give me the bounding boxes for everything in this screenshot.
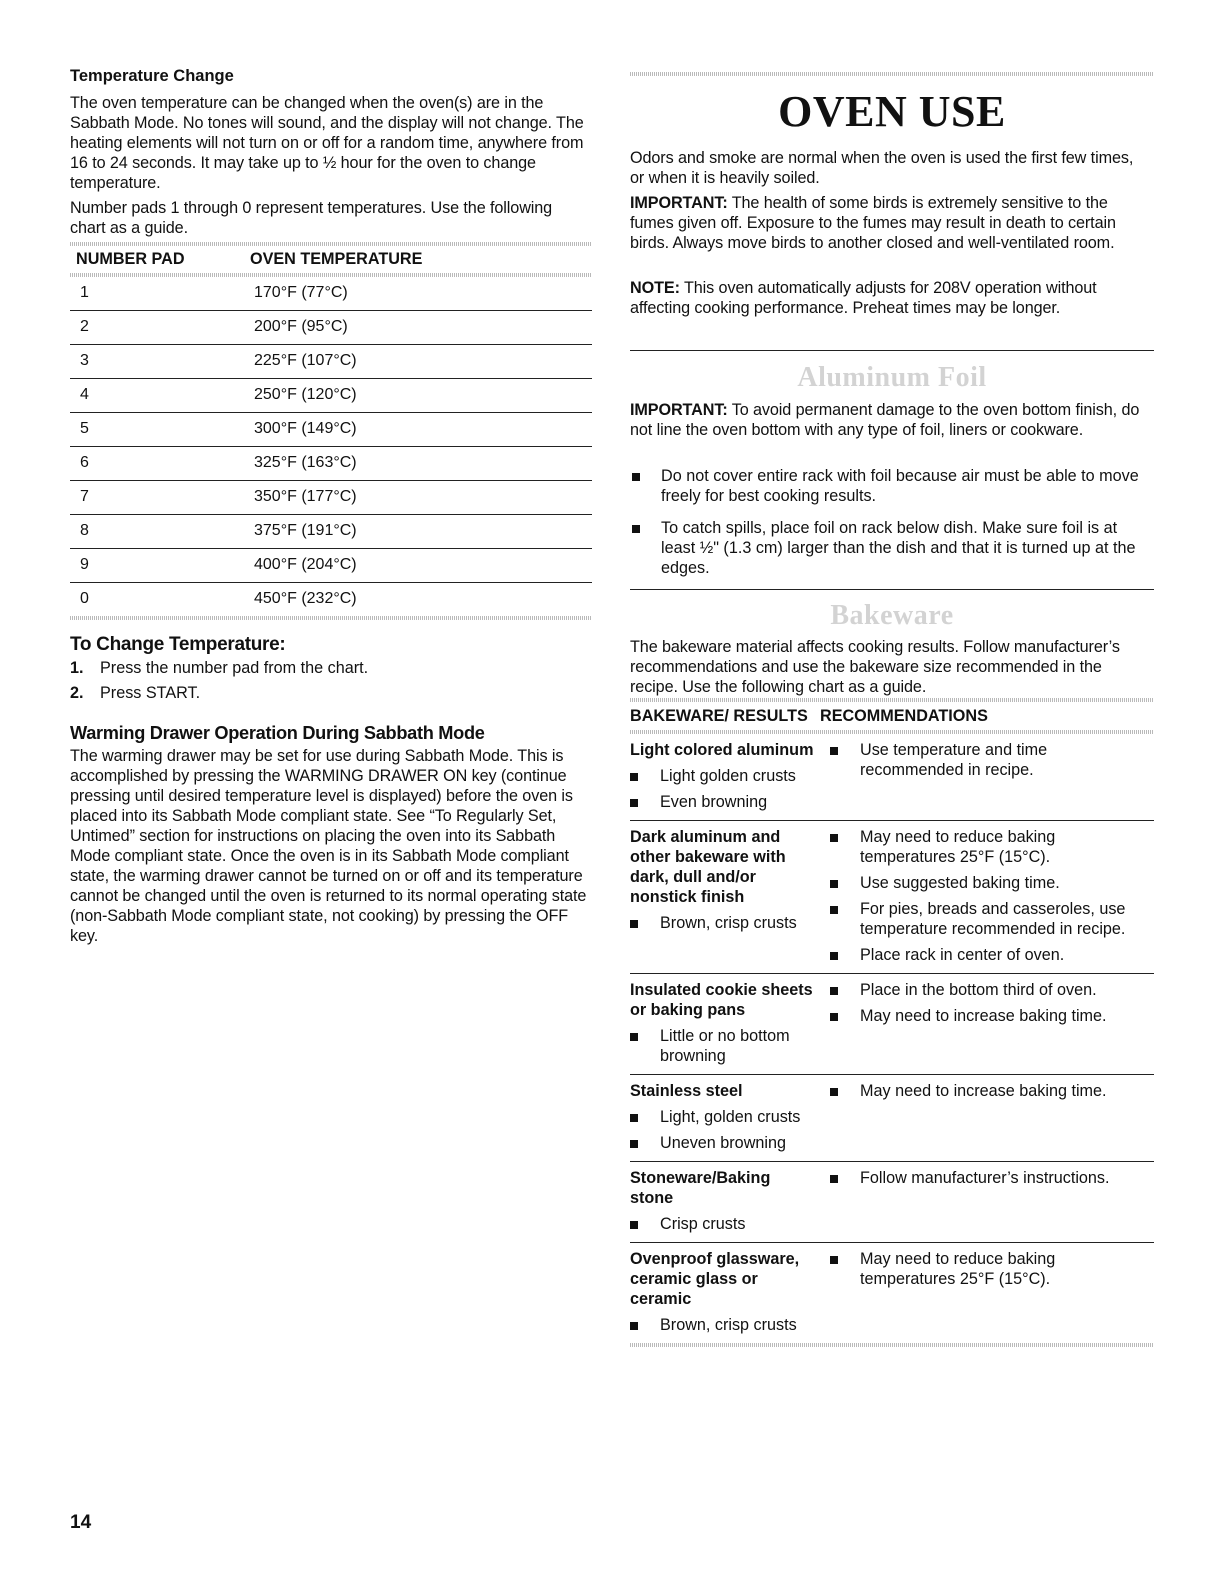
aluminum-foil-heading: Aluminum Foil [797, 362, 987, 393]
table-row [70, 549, 592, 583]
bullet-text: Place rack in center of oven. [860, 946, 1065, 964]
step-number: 1. [70, 659, 84, 677]
foil-bullet [630, 466, 1154, 506]
bakeware-cell [630, 980, 830, 1066]
result-item [630, 913, 820, 933]
table-row [630, 1243, 1154, 1343]
table-row [70, 311, 592, 345]
header-oven-temperature: OVEN TEMPERATURE [250, 250, 423, 268]
recommendation-item [830, 945, 1154, 965]
recommendation-item [830, 1006, 1154, 1026]
bullet-text: Follow manufacturer’s instructions. [860, 1169, 1110, 1187]
bullet-square-icon [830, 1081, 860, 1101]
oven-temperature-cell: 250°F (120°C) [254, 386, 357, 403]
note-text: This oven automatically adjusts for 208V operation without affecting cooking performance. Preheat times may be longer. [630, 279, 1097, 317]
table-bottom-rule [70, 616, 592, 620]
bullet-square-icon [630, 766, 660, 786]
result-item [630, 1214, 820, 1234]
bullet-text: To catch spills, place foil on rack below dish. Make sure foil is at least ½" (1.3 cm) larger than the dish and that it is turned up at the edges. [661, 519, 1136, 577]
bakeware-name: Light colored aluminum [630, 741, 814, 759]
bakeware-name: Ovenproof glassware, ceramic glass or ceramic [630, 1250, 800, 1308]
result-item [630, 1026, 820, 1066]
important-text: To avoid permanent damage to the oven bottom finish, do not line the oven bottom with any type of foil, liners or cookware. [630, 401, 1140, 439]
result-item [630, 1315, 820, 1335]
oven-temperature-cell: 170°F (77°C) [254, 284, 348, 301]
list-item [70, 681, 590, 706]
oven-temperature-cell: 350°F (177°C) [254, 488, 357, 505]
bullet-square-icon [630, 518, 661, 578]
step-text: Press START. [100, 684, 201, 702]
bullet-square-icon [830, 1249, 860, 1289]
section-divider [630, 350, 1154, 351]
number-pad-cell: 6 [80, 454, 89, 471]
bakeware-cell [630, 1081, 830, 1153]
bakeware-table [630, 698, 1154, 1347]
bullet-text: Uneven browning [660, 1134, 786, 1152]
page-title: OVEN USE [778, 87, 1006, 136]
bullet-text: Brown, crisp crusts [660, 914, 797, 932]
table-row [630, 1075, 1154, 1162]
recommendation-item [830, 980, 1154, 1000]
table-row [70, 515, 592, 549]
bullet-square-icon [830, 873, 860, 893]
bullet-square-icon [830, 1168, 860, 1188]
bullet-text: Use temperature and time recommended in recipe. [860, 741, 1048, 779]
table-bottom-rule [630, 1343, 1154, 1347]
result-item [630, 1107, 820, 1127]
recommendation-item [830, 1168, 1154, 1188]
bullet-square-icon [630, 466, 661, 506]
bullet-square-icon [630, 1315, 660, 1335]
recommendations-cell [830, 1249, 1154, 1335]
bullet-text: May need to reduce baking temperatures 25°F (15°C). [860, 1250, 1056, 1288]
table-row [70, 481, 592, 515]
bullet-square-icon [630, 1107, 660, 1127]
oven-temperature-cell: 450°F (232°C) [254, 590, 357, 607]
recommendation-item [830, 740, 1154, 780]
table-row [630, 734, 1154, 821]
bullet-square-icon [830, 740, 860, 780]
number-pad-cell: 3 [80, 352, 89, 369]
table-row [630, 821, 1154, 974]
recommendations-cell [830, 980, 1154, 1066]
bakeware-cell [630, 827, 830, 965]
step-text: Press the number pad from the chart. [100, 659, 369, 677]
bullet-text: Crisp crusts [660, 1215, 746, 1233]
bakeware-cell [630, 1249, 830, 1335]
important-label: IMPORTANT: [630, 194, 728, 212]
table-row [630, 974, 1154, 1075]
bakeware-name: Stainless steel [630, 1082, 743, 1100]
bullet-text: Even browning [660, 793, 768, 811]
number-pad-cell: 7 [80, 488, 89, 505]
number-pad-cell: 8 [80, 522, 89, 539]
table-row [70, 413, 592, 447]
oven-temperature-cell: 300°F (149°C) [254, 420, 357, 437]
recommendations-cell [830, 740, 1154, 812]
recommendation-item [830, 1249, 1154, 1289]
warming-drawer-para: The warming drawer may be set for use during Sabbath Mode. This is accomplished by pressing the WARMING DRAWER ON key (continue pressing until desired temperature level is displayed) before the oven is placed into its Sabbath Mode compliant state. See “To Regularly Set, Untimed” section for instructions on placing the oven into its Sabbath Mode compliant state. Once the oven is in its Sabbath Mode compliant state, the warming drawer cannot be turned on or off and its temperature cannot be changed until the oven is returned to its normal operating state (non-Sabbath Mode compliant state, not cooking) by pressing the OFF key. [70, 747, 587, 945]
bullet-text: Little or no bottom browning [660, 1027, 790, 1065]
bullet-text: Brown, crisp crusts [660, 1316, 797, 1334]
bullet-square-icon [830, 899, 860, 939]
foil-important [630, 400, 1150, 440]
list-item [70, 656, 590, 681]
change-temperature-steps [70, 656, 590, 706]
table-header [70, 246, 592, 273]
table-body [630, 734, 1154, 1343]
table-row [70, 345, 592, 379]
important-text: The health of some birds is extremely sensitive to the fumes given off. Exposure to the fumes may result in death to certain birds. Always move birds to another closed and well-ventilated room. [630, 194, 1116, 252]
oven-temperature-cell: 325°F (163°C) [254, 454, 357, 471]
bullet-text: Light golden crusts [660, 767, 796, 785]
result-item [630, 792, 820, 812]
bakeware-heading: Bakeware [830, 600, 954, 631]
bullet-square-icon [630, 1133, 660, 1153]
table-row [70, 447, 592, 481]
recommendations-cell [830, 827, 1154, 965]
bullet-text: May need to increase baking time. [860, 1082, 1107, 1100]
temperature-change-para: The oven temperature can be changed when the oven(s) are in the Sabbath Mode. No tones will sound, and the display will not change. The heating elements will not turn on or off for a random time, anywhere from 16 to 24 seconds. It may take up to ½ hour for the oven to change temperature. [70, 94, 584, 192]
bakeware-cell [630, 740, 830, 812]
title-top-rule [630, 72, 1154, 76]
result-item [630, 766, 820, 786]
step-number: 2. [70, 684, 84, 702]
oven-temperature-cell: 225°F (107°C) [254, 352, 357, 369]
bullet-square-icon [830, 1006, 860, 1026]
change-temperature-heading: To Change Temperature: [70, 634, 286, 655]
recommendation-item [830, 899, 1154, 939]
number-pad-cell: 1 [80, 284, 89, 301]
important-label: IMPORTANT: [630, 401, 728, 419]
bullet-text: Use suggested baking time. [860, 874, 1060, 892]
result-item [630, 1133, 820, 1153]
bullet-square-icon [830, 827, 860, 867]
number-pad-cell: 2 [80, 318, 89, 335]
recommendation-item [830, 827, 1154, 867]
oven-temperature-cell: 375°F (191°C) [254, 522, 357, 539]
bullet-text: Place in the bottom third of oven. [860, 981, 1097, 999]
header-bakeware-results: BAKEWARE/ RESULTS [630, 707, 808, 725]
oven-use-note [630, 278, 1150, 318]
oven-use-important [630, 193, 1150, 253]
header-recommendations: RECOMMENDATIONS [820, 707, 988, 725]
recommendation-item [830, 873, 1154, 893]
temperature-table [70, 242, 592, 620]
bullet-text: Do not cover entire rack with foil because air must be able to move freely for best cooking results. [661, 467, 1139, 505]
header-number-pad: NUMBER PAD [76, 250, 185, 268]
bullet-square-icon [630, 792, 660, 812]
warming-drawer-heading: Warming Drawer Operation During Sabbath Mode [70, 723, 485, 743]
foil-bullet [630, 518, 1154, 578]
recommendations-cell [830, 1168, 1154, 1234]
bakeware-name: Stoneware/Baking stone [630, 1169, 771, 1207]
number-pad-cell: 9 [80, 556, 89, 573]
table-row [630, 1162, 1154, 1243]
bullet-text: May need to reduce baking temperatures 25°F (15°C). [860, 828, 1056, 866]
number-pad-cell: 5 [80, 420, 89, 437]
recommendations-cell [830, 1081, 1154, 1153]
bullet-text: May need to increase baking time. [860, 1007, 1107, 1025]
section-divider [630, 589, 1154, 590]
temperature-guide-para: Number pads 1 through 0 represent temperatures. Use the following chart as a guide. [70, 199, 553, 237]
bullet-square-icon [830, 980, 860, 1000]
table-row [70, 277, 592, 311]
temperature-change-heading: Temperature Change [70, 67, 234, 85]
oven-temperature-cell: 200°F (95°C) [254, 318, 348, 335]
table-row [70, 583, 592, 616]
bullet-square-icon [630, 913, 660, 933]
bakeware-name: Dark aluminum and other bakeware with dark, dull and/or nonstick finish [630, 828, 786, 906]
bullet-text: For pies, breads and casseroles, use temperature recommended in recipe. [860, 900, 1126, 938]
table-row [70, 379, 592, 413]
number-pad-cell: 4 [80, 386, 89, 403]
oven-use-intro: Odors and smoke are normal when the oven is used the first few times, or when it is heavily soiled. [630, 149, 1134, 187]
bullet-square-icon [830, 945, 860, 965]
bullet-square-icon [630, 1214, 660, 1234]
table-header [630, 702, 1154, 730]
bakeware-cell [630, 1168, 830, 1234]
oven-temperature-cell: 400°F (204°C) [254, 556, 357, 573]
bakeware-para: The bakeware material affects cooking results. Follow manufacturer’s recommendations and use the bakeware size recommended in the recipe. Use the following chart as a guide. [630, 638, 1120, 696]
bullet-text: Light, golden crusts [660, 1108, 801, 1126]
number-pad-cell: 0 [80, 590, 89, 607]
bakeware-name: Insulated cookie sheets or baking pans [630, 981, 813, 1019]
table-body [70, 277, 592, 616]
page-number: 14 [70, 1512, 92, 1533]
bullet-square-icon [630, 1026, 660, 1066]
recommendation-item [830, 1081, 1154, 1101]
note-label: NOTE: [630, 279, 680, 297]
